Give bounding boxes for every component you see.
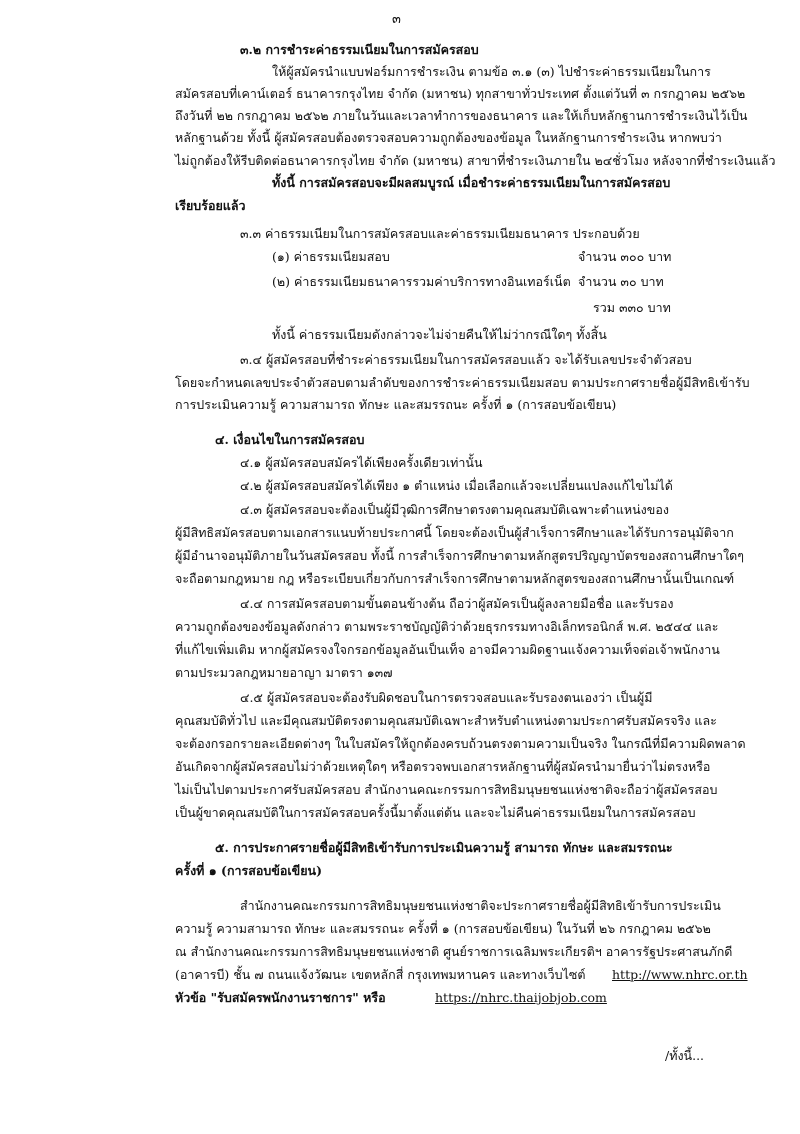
- paragraph-line: คุณสมบัติทั่วไป และมีคุณสมบัติตรงตามคุณสมบัติเฉพาะสำหรับตำแหน่งตามประกาศรับสมัครจริง และ: [175, 713, 717, 728]
- paragraph-line: โดยจะกำหนดเลขประจำตัวสอบตามลำดับของการชำระค่าธรรมเนียมสอบ ตามประกาศรายชื่อผู้มีสิทธิเข้ารับ: [175, 375, 750, 390]
- paragraph-line: (อาคารบี) ชั้น ๗ ถนนแจ้งวัฒนะ เขตหลักสี่ กรุงเทพมหานคร และทางเว็บไซต์: [175, 967, 586, 982]
- paragraph-line: ผู้มีสิทธิสมัครสอบตามเอกสารแนบท้ายประกาศนี้ โดยจะต้องเป็นผู้สำเร็จการศึกษาและได้รับการอนุมัติจาก: [175, 525, 734, 540]
- bold-note-line: ทั้งนี้ การสมัครสอบจะมีผลสมบูรณ์ เมื่อชำระค่าธรรมเนียมในการสมัครสอบ: [272, 175, 671, 190]
- website-link-nhrc[interactable]: http://www.nhrc.or.th: [612, 967, 748, 982]
- paragraph-line: ตามประมวลกฎหมายอาญา มาตรา ๑๓๗: [175, 665, 393, 680]
- section-3-2-heading: ๓.๒ การชำระค่าธรรมเนียมในการสมัครสอบ: [240, 42, 479, 57]
- section-3-3-intro: ๓.๓ ค่าธรรมเนียมในการสมัครสอบและค่าธรรมเนียมธนาคาร ประกอบด้วย: [240, 226, 640, 241]
- topic-label: หัวข้อ "รับสมัครพนักงานราชการ" หรือ: [175, 990, 386, 1005]
- fee-item-amount: จำนวน ๓๐ บาท: [578, 274, 664, 289]
- paragraph-line: จะต้องกรอกรายละเอียดต่างๆ ในใบสมัครให้ถูกต้องครบถ้วนตรงตามความเป็นจริง ในกรณีที่มีความผิดพลาด: [175, 736, 746, 751]
- website-link-thaijobjob[interactable]: https://nhrc.thaijobjob.com: [435, 990, 607, 1005]
- condition-item: ๔.๒ ผู้สมัครสอบสมัครได้เพียง ๑ ตำแหน่ง เมื่อเลือกแล้วจะเปลี่ยนแปลงแก้ไขไม่ได้: [240, 478, 673, 493]
- paragraph-line: ๔.๕ ผู้สมัครสอบจะต้องรับผิดชอบในการตรวจสอบและรับรองตนเองว่า เป็นผู้มี: [240, 690, 653, 705]
- paragraph-line: ไม่ถูกต้องให้รีบติดต่อธนาคารกรุงไทย จำกัด (มหาชน) สาขาที่ชำระเงินภายใน ๒๔ชั่วโมง หลังจากที่ชำระเงินแล้ว: [175, 153, 776, 168]
- paragraph-line: ๔.๔ การสมัครสอบตามขั้นตอนข้างต้น ถือว่าผู้สมัครเป็นผู้ลงลายมือชื่อ และรับรอง: [240, 596, 674, 611]
- paragraph-line: ที่แก้ไขเพิ่มเติม หากผู้สมัครจงใจกรอกข้อมูลอันเป็นเท็จ อาจมีความผิดฐานแจ้งความเท็จต่อเจ้าพนักงาน: [175, 642, 720, 657]
- paragraph-line: ณ สำนักงานคณะกรรมการสิทธิมนุษยชนแห่งชาติ ศูนย์ราชการเฉลิมพระเกียรติฯ อาคารรัฐประศาสนภักดี: [175, 944, 733, 959]
- fee-item-amount: จำนวน ๓๐๐ บาท: [578, 249, 672, 264]
- paragraph-line: อันเกิดจากผู้สมัครสอบไม่ว่าด้วยเหตุใดๆ หรือตรวจพบเอกสารหลักฐานที่ผู้สมัครนำมายื่นว่าไม่ตรงหรือ: [175, 759, 711, 774]
- paragraph-line: สมัครสอบที่เคาน์เตอร์ ธนาคารกรุงไทย จำกัด (มหาชน) ทุกสาขาทั่วประเทศ ตั้งแต่วันที่ ๓ กรกฎาคม ๒๕๖๒: [175, 86, 746, 101]
- paragraph-line: ๓.๔ ผู้สมัครสอบที่ชำระค่าธรรมเนียมในการสมัครสอบแล้ว จะได้รับเลขประจำตัวสอบ: [240, 352, 692, 367]
- paragraph-line: ๔.๓ ผู้สมัครสอบจะต้องเป็นผู้มีวุฒิการศึกษาตรงตามคุณสมบัติเฉพาะตำแหน่งของ: [240, 502, 669, 517]
- paragraph-line: จะถือตามกฎหมาย กฎ หรือระเบียบเกี่ยวกับการสำเร็จการศึกษาตามหลักสูตรของสถานศึกษานั้นเป็นเกณฑ์: [175, 571, 735, 586]
- fee-total: รวม ๓๓๐ บาท: [593, 300, 671, 315]
- page-continuation: /ทั้งนี้...: [665, 1048, 705, 1063]
- paragraph-line: ให้ผู้สมัครนำแบบฟอร์มการชำระเงิน ตามข้อ ๓.๑ (๓) ไปชำระค่าธรรมเนียมในการ: [272, 64, 711, 79]
- fee-item-label: (๒) ค่าธรรมเนียมธนาคารรวมค่าบริการทางอินเทอร์เน็ต: [272, 274, 571, 289]
- paragraph-line: ผู้มีอำนาจอนุมัติภายในวันสมัครสอบ ทั้งนี้ การสำเร็จการศึกษาตามหลักสูตรปริญญาบัตรของสถานศึกษาใดๆ: [175, 548, 745, 563]
- paragraph-line: หลักฐานด้วย ทั้งนี้ ผู้สมัครสอบต้องตรวจสอบความถูกต้องของข้อมูล ในหลักฐานการชำระเงิน หากพบว่า: [175, 130, 722, 145]
- paragraph-line: สำนักงานคณะกรรมการสิทธิมนุษยชนแห่งชาติจะประกาศรายชื่อผู้มีสิทธิเข้ารับการประเมิน: [240, 898, 721, 913]
- paragraph-line: ไม่เป็นไปตามประกาศรับสมัครสอบ สำนักงานคณะกรรมการสิทธิมนุษยชนแห่งชาติจะถือว่าผู้สมัครสอบ: [175, 782, 718, 797]
- section-5-heading-cont: ครั้งที่ ๑ (การสอบข้อเขียน): [175, 863, 322, 878]
- fee-note: ทั้งนี้ ค่าธรรมเนียมดังกล่าวจะไม่จ่ายคืนให้ไม่ว่ากรณีใดๆ ทั้งสิ้น: [272, 327, 607, 342]
- bold-note-line: เรียบร้อยแล้ว: [175, 198, 246, 213]
- paragraph-line: ถึงวันที่ ๒๒ กรกฎาคม ๒๕๖๒ ภายในวันและเวลาทำการของธนาคาร และให้เก็บหลักฐานการชำระเงินไว้เป็น: [175, 108, 748, 123]
- paragraph-line: ความรู้ ความสามารถ ทักษะ และสมรรถนะ ครั้งที่ ๑ (การสอบข้อเขียน) ในวันที่ ๒๖ กรกฎาคม ๒๕๖๒: [175, 921, 711, 936]
- condition-item: ๔.๑ ผู้สมัครสอบสมัครได้เพียงครั้งเดียวเท่านั้น: [240, 455, 483, 470]
- page-number: ๓: [392, 12, 401, 27]
- section-4-heading: ๔. เงื่อนไขในการสมัครสอบ: [215, 432, 365, 447]
- section-5-heading: ๕. การประกาศรายชื่อผู้มีสิทธิเข้ารับการประเมินความรู้ สามารถ ทักษะ และสมรรถนะ: [215, 840, 673, 855]
- fee-item-label: (๑) ค่าธรรมเนียมสอบ: [272, 249, 390, 264]
- paragraph-line: เป็นผู้ขาดคุณสมบัติในการสมัครสอบครั้งนี้มาตั้งแต่ต้น และจะไม่คืนค่าธรรมเนียมในการสมัครสอบ: [175, 805, 696, 820]
- paragraph-line: การประเมินความรู้ ความสามารถ ทักษะ และสมรรถนะ ครั้งที่ ๑ (การสอบข้อเขียน): [175, 397, 617, 412]
- paragraph-line: ความถูกต้องของข้อมูลดังกล่าว ตามพระราชบัญญัติว่าด้วยธุรกรรมทางอิเล็กทรอนิกส์ พ.ศ. ๒๕๔๔ และ: [175, 619, 719, 634]
